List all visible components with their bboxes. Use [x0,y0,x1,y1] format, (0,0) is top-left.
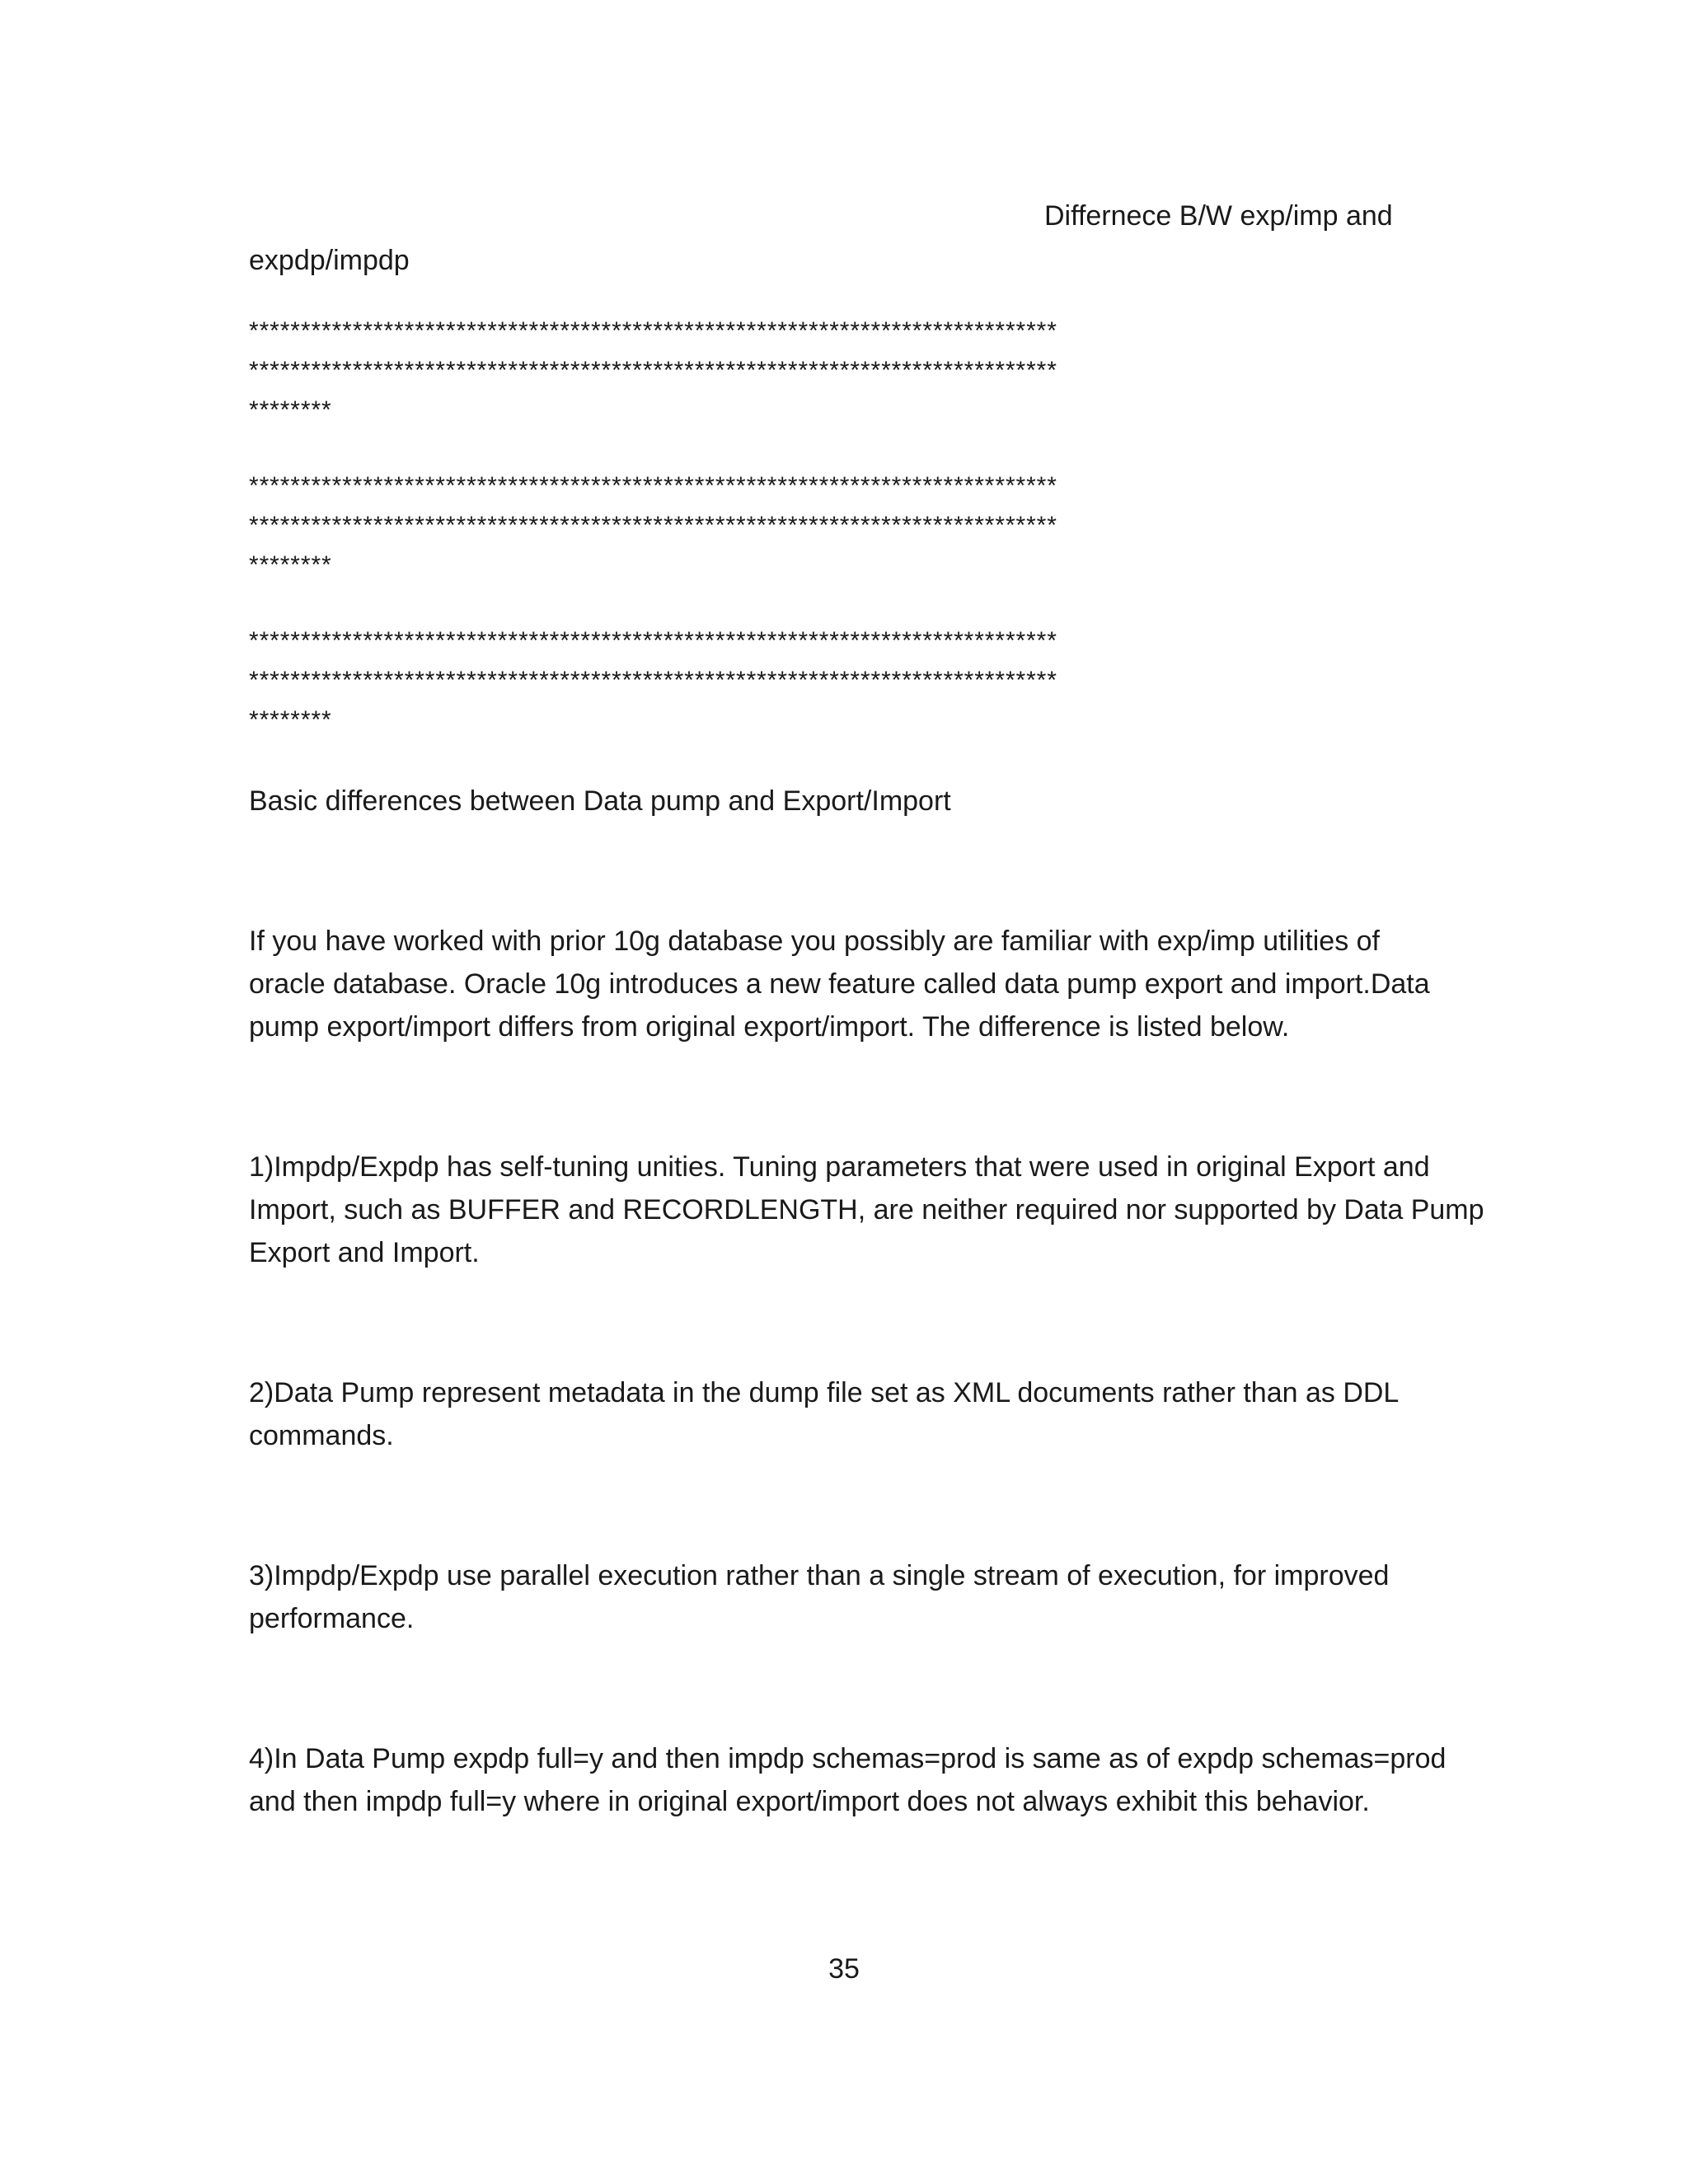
paragraph-line: 2)Data Pump represent metadata in the dump file set as XML documents rather than as DDL [249,1377,1400,1408]
paragraph-line: commands. [249,1420,394,1451]
paragraph-line: 1)Impdp/Expdp has self-tuning unities. Tuning parameters that were used in original Export and [249,1151,1430,1183]
star-line: ******** [249,551,332,579]
point-2-paragraph [249,1371,1452,1457]
section-heading-text: Basic differences between Data pump and Export/Import [249,785,951,817]
star-line: ****************************************************************************** [249,627,1057,654]
star-separator-1 [249,312,1444,430]
point-4-paragraph [249,1737,1452,1823]
star-line: ******** [249,396,332,424]
star-separator-3 [249,621,1444,740]
intro-paragraph [249,920,1452,1048]
star-line: ****************************************************************************** [249,317,1057,344]
paragraph-line: oracle database. Oracle 10g introduces a new feature called data pump export and import.Data [249,968,1430,1000]
title-line-2: expdp/impdp [249,245,410,276]
point-1-paragraph [249,1146,1484,1274]
star-line: ****************************************************************************** [249,512,1057,539]
star-separator-2 [249,466,1444,585]
star-line: ****************************************************************************** [249,472,1057,499]
paragraph-line: pump export/import differs from original export/import. The difference is listed below. [249,1011,1290,1043]
paragraph-line: performance. [249,1603,415,1634]
paragraph-line: 3)Impdp/Expdp use parallel execution rather than a single stream of execution, for improved [249,1560,1390,1591]
star-line: ****************************************************************************** [249,357,1057,384]
paragraph-line: Export and Import. [249,1237,480,1268]
title-line-1: Differnece B/W exp/imp and [1044,200,1393,232]
paragraph-line: and then impdp full=y where in original export/import does not always exhibit this behavior. [249,1786,1370,1817]
star-line: ****************************************************************************** [249,667,1057,694]
section-heading [249,780,1452,823]
paragraph-line: If you have worked with prior 10g database you possibly are familiar with exp/imp utilities of [249,926,1381,957]
star-line: ******** [249,706,332,733]
paragraph-line: Import, such as BUFFER and RECORDLENGTH, are neither required nor supported by Data Pump [249,1194,1484,1226]
paragraph-line: 4)In Data Pump expdp full=y and then impdp schemas=prod is same as of expdp schemas=prod [249,1743,1447,1774]
point-3-paragraph [249,1554,1452,1640]
page-number: 35 [828,1953,860,1985]
